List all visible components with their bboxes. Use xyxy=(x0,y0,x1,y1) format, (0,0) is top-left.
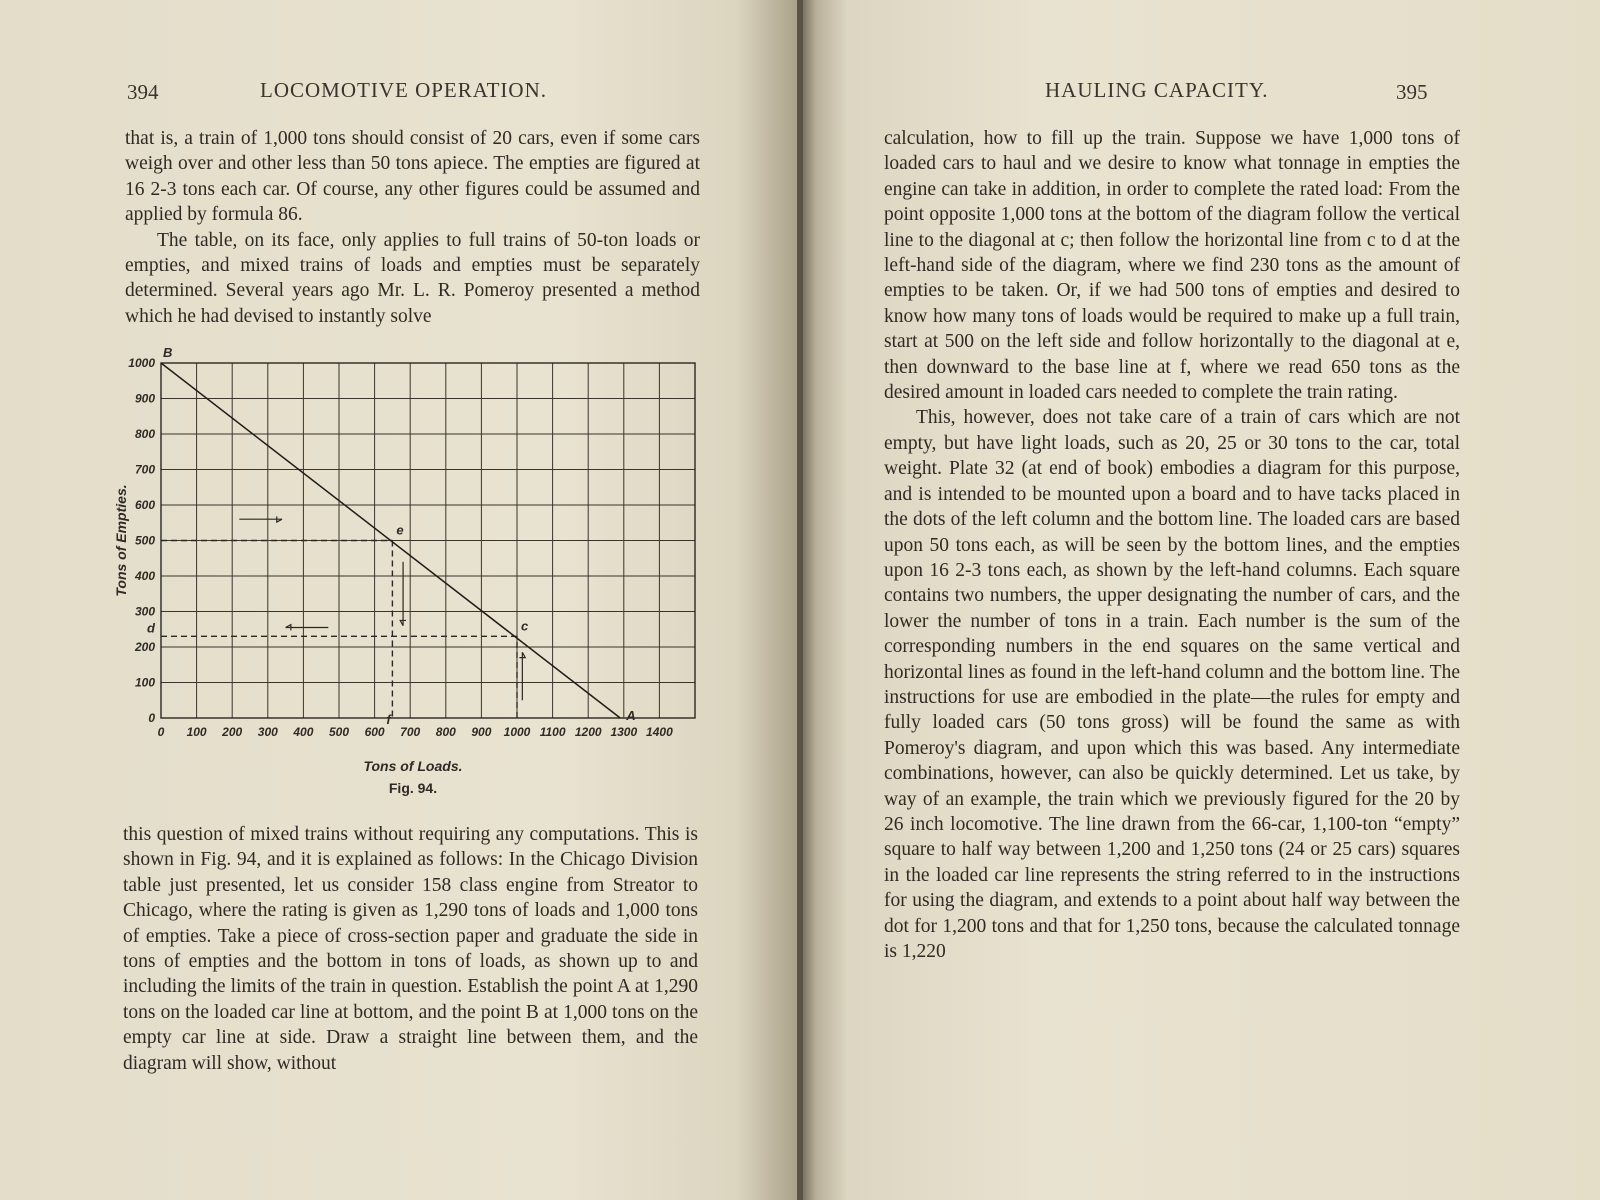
point-label-c: c xyxy=(521,618,529,634)
point-label-d: d xyxy=(147,620,155,636)
right-text xyxy=(884,126,1460,964)
x-tick-label: 600 xyxy=(364,725,385,739)
y-tick-label: 600 xyxy=(134,498,155,512)
y-tick-label: 0 xyxy=(148,711,155,725)
y-tick-label: 900 xyxy=(134,391,155,406)
x-tick-label: 400 xyxy=(293,725,314,739)
left-text-top xyxy=(125,126,700,329)
running-head: HAULING CAPACITY. xyxy=(1045,78,1269,102)
point-label-f: f xyxy=(386,712,391,727)
x-tick-label: 300 xyxy=(257,725,278,739)
x-tick-label: 1100 xyxy=(539,725,566,739)
y-tick-label: 400 xyxy=(134,569,155,583)
running-head: LOCOMOTIVE OPERATION. xyxy=(260,78,547,102)
paragraph: this question of mixed trains without requiring any computations. This is shown in Fig. 94, and it is explained as follows: In the Chicago Division table just presented, let us consider 158 class engine from Streator to Chicago, where the rating is given as 1,290 tons of loads and 1,000 tons of empties. Take a piece of cross-section paper and graduate the side in tons of empties and the bottom in tons of loads, as shown up to and including the limits of the train in question. Establish the point A at 1,290 tons on the loaded car line at bottom, and the point B at 1,000 tons on the empty car line at side. Draw a straight line between them, and the diagram will show, without xyxy=(123,824,698,1074)
chart xyxy=(108,345,718,755)
x-tick-label: 500 xyxy=(328,725,350,739)
y-tick-label: 300 xyxy=(134,604,155,619)
y-tick-label: 700 xyxy=(134,462,155,477)
x-tick-label: 200 xyxy=(222,725,243,739)
paragraph: The table, on its face, only applies to full trains of 50-ton loads or empties, and mixed trains of loads and empties must be separately determined. Several years ago Mr. L. R. Pomeroy presented a method which he had devised to instantly solve xyxy=(125,229,700,327)
paragraph: calculation, how to fill up the train. Suppose we have 1,000 tons of loaded cars to haul and we desire to know what tonnage in empties the engine can take in addition, in order to complete the rated load: From the point opposite 1,000 tons at the bottom of the diagram follow the vertical line to the diagonal at c; then follow the horizontal line from c to d at the left-hand side of the diagram, where we find 230 tons as the amount of empties to be taken. Or, if we had 500 tons of empties and desired to know how many tons of loads would be required to make up a full train, start at 500 on the left side and follow horizontally to the diagonal at e, then downward to the base line at f, where we read 650 tons as the desired amount in loaded cars needed to complete the train rating. xyxy=(884,128,1460,404)
left-text-bottom xyxy=(123,822,698,1076)
x-tick-label: 1300 xyxy=(610,725,638,739)
y-tick-label: 100 xyxy=(134,675,155,690)
figure-caption: Fig. 94. xyxy=(388,780,438,796)
paragraph: that is, a train of 1,000 tons should consist of 20 cars, even if some cars weigh over and other less than 50 tons apiece. The empties are figured at 16 2-3 tons each car. Of course, any other figures could be assumed and applied by formula 86. xyxy=(125,128,700,226)
book-gutter xyxy=(797,0,803,1200)
x-tick-label: 1200 xyxy=(574,725,602,739)
figure-94 xyxy=(108,345,718,805)
x-tick-label: 700 xyxy=(400,725,421,739)
x-tick-label: 0 xyxy=(157,725,165,739)
page-number: 394 xyxy=(127,80,159,104)
y-axis-label: Tons of Empties. xyxy=(113,484,129,597)
x-tick-label: 900 xyxy=(471,725,492,739)
x-tick-label: 1400 xyxy=(646,725,673,739)
paragraph: This, however, does not take care of a train of cars which are not empty, but have light loads, such as 20, 25 or 30 tons to the car, total weight. Plate 32 (at end of book) embodies a diagram for this purpose, and is intended to be mounted upon a board and to have tacks placed in the dots of the left column and the bottom line. The loaded cars are based upon 50 tons each, as will be seen by the bottom lines, and the empties upon 16 2-3 tons each, as shown by the left-hand columns. Each square contains two numbers, the upper designating the number of cars, and the lower the number of tons in a train. Each number is the sum of the corresponding numbers in the end squares on the same vertical and horizontal lines as found in the left-hand column and the bottom line. The instructions for use are embodied in the plate—the rules for empty and fully loaded cars (50 tons gross) will be found the same as with Pomeroy's diagram, and upon which this was based. Any intermediate combinations, however, can also be quickly determined. Let us take, by way of an example, the train which we previously figured for the 20 by 26 inch locomotive. The line drawn from the 66-car, 1,100-ton “empty” square to half way between 1,200 and 1,250 tons (24 or 25 cars) squares in the loaded car line represents the string referred to in the instructions for using the diagram, and extends to a point about half way between the dot for 1,200 tons and that for 1,250 tons, because the calculated tonnage is 1,220 xyxy=(884,407,1460,962)
x-tick-label: 100 xyxy=(186,725,207,739)
y-tick-label: 500 xyxy=(134,533,155,548)
point-label-A: A xyxy=(626,708,636,723)
x-tick-label: 800 xyxy=(435,725,456,739)
y-tick-label: 200 xyxy=(134,640,155,654)
page-number: 395 xyxy=(1396,80,1428,104)
y-tick-label: 800 xyxy=(134,427,155,441)
x-axis-label: Tons of Loads. xyxy=(363,758,463,774)
point-label-B: B xyxy=(163,345,173,360)
x-tick-label: 1000 xyxy=(503,725,531,739)
point-label-e: e xyxy=(396,522,404,538)
y-tick-label: 1000 xyxy=(128,356,155,370)
right-page xyxy=(800,0,1600,1200)
